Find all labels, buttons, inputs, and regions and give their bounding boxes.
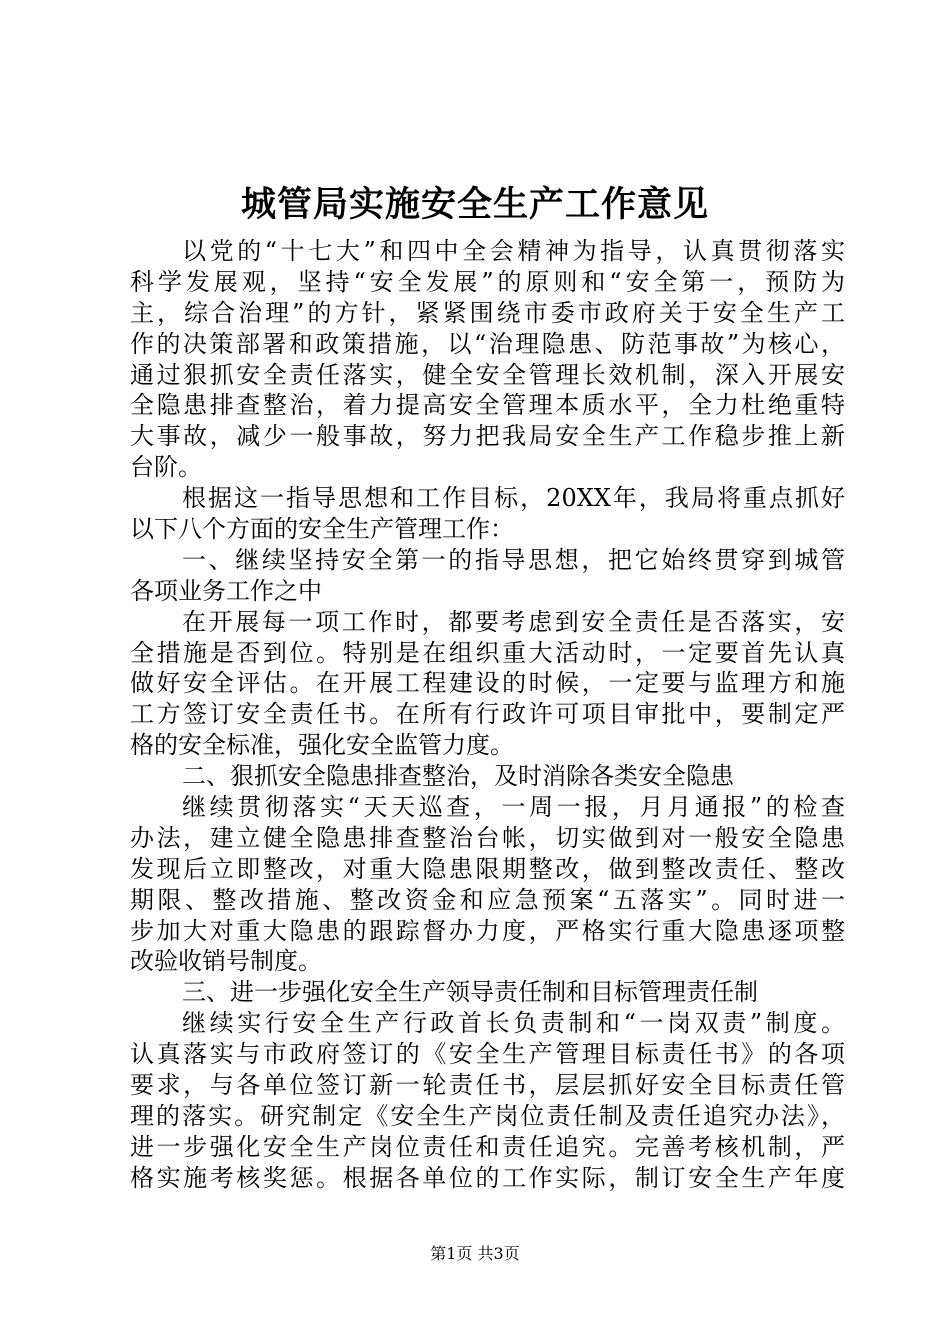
paragraph-line: 作的决策部署和政策措施，以“治理隐患、防范事故”为核心，	[130, 329, 845, 358]
paragraph-line: 大事故，减少一般事故，努力把我局安全生产工作稳步推上新	[130, 422, 845, 451]
paragraph-line: 认真落实与市政府签订的《安全生产管理目标责任书》的各项	[130, 1040, 845, 1069]
paragraph-line: 发现后立即整改，对重大隐患限期整改，做到整改责任、整改	[130, 854, 845, 883]
paragraph-line: 通过狠抓安全责任落实，健全安全管理长效机制，深入开展安	[130, 360, 845, 389]
section-heading-line: 各项业务工作之中	[130, 576, 322, 605]
document-body	[130, 236, 845, 1194]
paragraph-line: 格实施考核奖惩。根据各单位的工作实际，制订安全生产年度	[130, 1163, 845, 1192]
paragraph-line: 要求，与各单位签订新一轮责任书，层层抓好安全目标责任管	[130, 1071, 845, 1100]
paragraph-line: 做好安全评估。在开展工程建设的时候，一定要与监理方和施	[130, 669, 845, 698]
paragraph-line: 全隐患排查整治，着力提高安全管理本质水平，全力杜绝重特	[130, 391, 845, 420]
paragraph-line: 办法，建立健全隐患排查整治台帐，切实做到对一般安全隐患	[130, 823, 845, 852]
paragraph-line: 工方签订安全责任书。在所有行政许可项目审批中，要制定严	[130, 700, 845, 729]
paragraph-line: 主，综合治理”的方针，紧紧围绕市委市政府关于安全生产工	[130, 298, 845, 327]
section-heading-line: 一、继续坚持安全第一的指导思想，把它始终贯穿到城管	[182, 545, 845, 574]
paragraph-line: 台阶。	[130, 453, 202, 482]
section-heading-line: 三、进一步强化安全生产领导责任制和目标管理责任制	[182, 978, 758, 1007]
paragraph-line: 继续贯彻落实“天天巡查，一周一报，月月通报”的检查	[182, 793, 845, 822]
paragraph-line: 期限、整改措施、整改资金和应急预案“五落实”。同时进一	[130, 885, 845, 914]
paragraph-line: 改验收销号制度。	[130, 947, 322, 976]
document-title: 城管局实施安全生产工作意见	[240, 184, 709, 225]
paragraph-line: 全措施是否到位。特别是在组织重大活动时，一定要首先认真	[130, 638, 845, 667]
paragraph-line: 以党的“十七大”和四中全会精神为指导，认真贯彻落实	[182, 237, 845, 265]
paragraph-line: 以下八个方面的安全生产管理工作：	[130, 515, 514, 544]
paragraph-line: 理的落实。研究制定《安全生产岗位责任制及责任追究办法》，	[130, 1101, 845, 1130]
paragraph-line: 格的安全标准，强化安全监管力度。	[130, 731, 514, 760]
section-heading-line: 二、狠抓安全隐患排查整治，及时消除各类安全隐患	[182, 762, 734, 791]
page-number-footer: 第1页 共3页	[430, 1244, 520, 1263]
paragraph-line: 科学发展观，坚持“安全发展”的原则和“安全第一，预防为	[130, 267, 845, 296]
paragraph-line: 进一步强化安全生产岗位责任和责任追究。完善考核机制，严	[130, 1132, 845, 1161]
paragraph-line: 根据这一指导思想和工作目标，20XX年，我局将重点抓好	[182, 484, 845, 513]
paragraph-line: 步加大对重大隐患的跟踪督办力度，严格实行重大隐患逐项整	[130, 916, 845, 945]
paragraph-line: 在开展每一项工作时，都要考虑到安全责任是否落实，安	[182, 607, 845, 636]
paragraph-line: 继续实行安全生产行政首长负责制和“一岗双责”制度。	[182, 1009, 845, 1038]
